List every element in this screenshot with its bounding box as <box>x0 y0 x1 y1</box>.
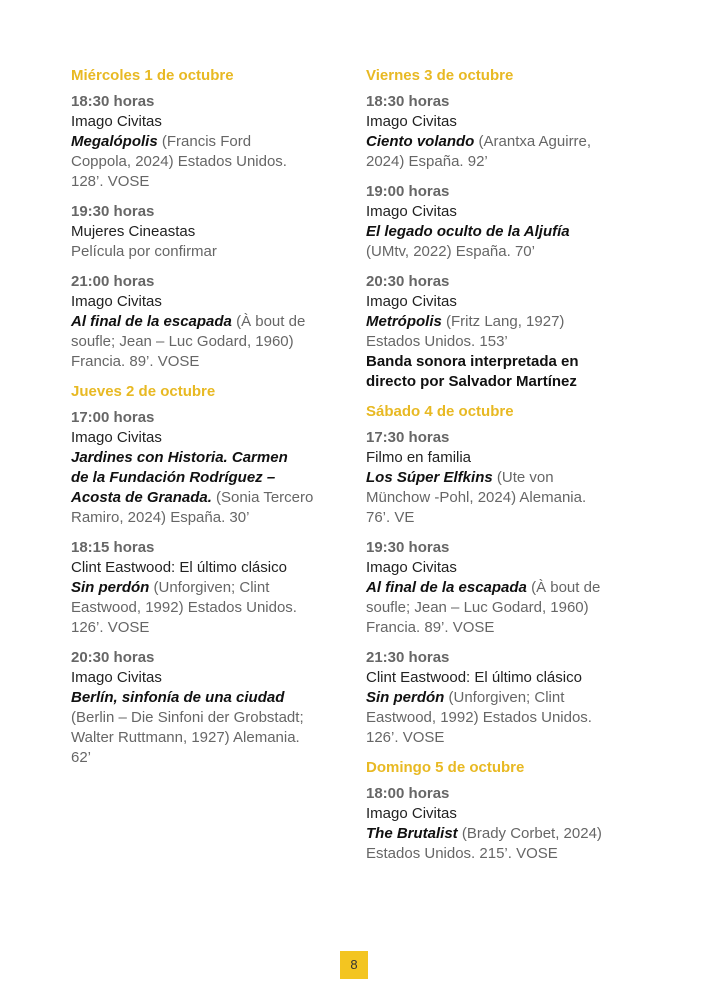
film-line <box>366 242 656 262</box>
film-info: Eastwood, 1992) Estados Unidos. <box>366 709 592 726</box>
screening-venue: Clint Eastwood: El último clásico <box>366 669 582 686</box>
screening-venue: Mujeres Cineastas <box>71 223 196 240</box>
film-line <box>71 242 351 262</box>
screening-venue: Imago Civitas <box>366 113 457 130</box>
screening-time: 21:00 horas <box>71 273 155 290</box>
screening-entry <box>366 92 656 172</box>
film-line <box>71 352 351 372</box>
film-title: Ciento volando <box>366 133 475 150</box>
film-info: 62’ <box>71 749 92 766</box>
day-heading: Domingo 5 de octubre <box>366 759 525 776</box>
film-info: 2024) España. 92’ <box>366 153 488 170</box>
screening-entry <box>71 272 351 372</box>
film-title: Al final de la escapada <box>366 579 527 596</box>
film-line <box>71 172 351 192</box>
film-line <box>366 312 656 332</box>
screening-note: Banda sonora interpretada en <box>366 353 579 370</box>
film-title: El legado oculto de la Aljufía <box>366 223 570 240</box>
film-line <box>366 708 656 728</box>
film-line <box>366 578 656 598</box>
screening-venue: Clint Eastwood: El último clásico <box>71 559 287 576</box>
film-info: (Unforgiven; Clint <box>444 689 565 706</box>
film-info: Francia. 89’. VOSE <box>366 619 495 636</box>
day-section <box>366 758 656 864</box>
film-title: de la Fundación Rodríguez – <box>71 469 276 486</box>
film-line <box>71 618 351 638</box>
film-info: Coppola, 2024) Estados Unidos. <box>71 153 287 170</box>
film-info: (Unforgiven; Clint <box>149 579 270 596</box>
screening-entry <box>71 648 351 768</box>
day-section <box>366 66 656 392</box>
screening-venue: Imago Civitas <box>366 203 457 220</box>
screening-venue: Imago Civitas <box>366 805 457 822</box>
film-title: The Brutalist <box>366 825 458 842</box>
screening-time: 21:30 horas <box>366 649 450 666</box>
screening-time: 20:30 horas <box>71 649 155 666</box>
screening-time: 17:00 horas <box>71 409 155 426</box>
screening-entry <box>366 182 656 262</box>
day-heading: Sábado 4 de octubre <box>366 403 514 420</box>
film-info: Francia. 89’. VOSE <box>71 353 200 370</box>
film-info: (À bout de <box>231 313 306 330</box>
film-line <box>366 618 656 638</box>
film-line <box>366 598 656 618</box>
film-line <box>366 824 656 844</box>
schedule-column-left <box>71 66 351 778</box>
film-title: Sin perdón <box>366 689 445 706</box>
film-info: Walter Ruttmann, 1927) Alemania. <box>71 729 300 746</box>
film-info: Película por confirmar <box>71 243 217 260</box>
film-info: soufle; Jean – Luc Godard, 1960) <box>366 599 589 616</box>
film-line <box>71 448 351 468</box>
film-info: 76’. VE <box>366 509 415 526</box>
film-title: Acosta de Granada. <box>71 489 212 506</box>
film-line <box>71 488 351 508</box>
screening-entry <box>71 92 351 192</box>
film-line <box>366 222 656 242</box>
film-info: (Arantxa Aguirre, <box>474 133 592 150</box>
screening-entry <box>366 648 656 748</box>
film-info: Eastwood, 1992) Estados Unidos. <box>71 599 297 616</box>
film-info: (Francis Ford <box>157 133 252 150</box>
film-info: (Sonia Tercero <box>211 489 314 506</box>
film-info: 126’. VOSE <box>71 619 150 636</box>
film-title: Al final de la escapada <box>71 313 232 330</box>
film-info: (Brady Corbet, 2024) <box>457 825 602 842</box>
film-info: soufle; Jean – Luc Godard, 1960) <box>71 333 294 350</box>
screening-venue: Filmo en familia <box>366 449 472 466</box>
screening-entry <box>366 428 656 528</box>
film-line <box>366 372 656 392</box>
film-title: Jardines con Historia. Carmen <box>71 449 288 466</box>
screening-time: 18:30 horas <box>71 93 155 110</box>
film-line <box>366 132 656 152</box>
film-line <box>71 468 351 488</box>
schedule-column-right <box>366 66 656 874</box>
day-heading: Jueves 2 de octubre <box>71 383 216 400</box>
film-line <box>366 688 656 708</box>
film-info: 126’. VOSE <box>366 729 445 746</box>
screening-venue: Imago Civitas <box>71 429 162 446</box>
film-line <box>71 508 351 528</box>
film-line <box>71 152 351 172</box>
screening-entry <box>71 408 351 528</box>
film-title: Berlín, sinfonía de una ciudad <box>71 689 285 706</box>
screening-venue: Imago Civitas <box>366 293 457 310</box>
screening-time: 19:00 horas <box>366 183 450 200</box>
screening-venue: Imago Civitas <box>71 293 162 310</box>
screening-entry <box>366 784 656 864</box>
film-info: (À bout de <box>526 579 601 596</box>
day-section <box>71 382 351 768</box>
film-line <box>71 312 351 332</box>
screening-entry <box>366 538 656 638</box>
day-section <box>71 66 351 372</box>
screening-time: 18:00 horas <box>366 785 450 802</box>
screening-entry <box>366 272 656 392</box>
film-info: Münchow -Pohl, 2024) Alemania. <box>366 489 587 506</box>
screening-time: 20:30 horas <box>366 273 450 290</box>
film-line <box>366 468 656 488</box>
film-info: Ramiro, 2024) España. 30’ <box>71 509 250 526</box>
film-title: Megalópolis <box>71 133 158 150</box>
screening-time: 17:30 horas <box>366 429 450 446</box>
film-line <box>366 508 656 528</box>
film-info: (Ute von <box>492 469 554 486</box>
film-line <box>366 488 656 508</box>
screening-venue: Imago Civitas <box>71 669 162 686</box>
film-line <box>71 728 351 748</box>
film-info: Estados Unidos. 215’. VOSE <box>366 845 558 862</box>
film-info: (Berlin – Die Sinfoni der Grobstadt; <box>71 709 304 726</box>
film-title: Sin perdón <box>71 579 150 596</box>
film-line <box>366 352 656 372</box>
film-line <box>366 332 656 352</box>
film-line <box>366 152 656 172</box>
film-line <box>71 598 351 618</box>
film-title: Los Súper Elfkins <box>366 469 493 486</box>
film-line <box>366 844 656 864</box>
film-line <box>71 748 351 768</box>
film-line <box>71 132 351 152</box>
film-line <box>71 688 351 708</box>
film-info: (Fritz Lang, 1927) <box>441 313 565 330</box>
page-number: 8 <box>340 951 368 979</box>
film-info: Estados Unidos. 153’ <box>366 333 508 350</box>
day-heading: Miércoles 1 de octubre <box>71 67 234 84</box>
screening-time: 19:30 horas <box>71 203 155 220</box>
film-line <box>71 332 351 352</box>
screening-entry <box>71 538 351 638</box>
screening-venue: Imago Civitas <box>366 559 457 576</box>
film-info: (UMtv, 2022) España. 70’ <box>366 243 535 260</box>
film-title: Metrópolis <box>366 313 442 330</box>
film-info: 128’. VOSE <box>71 173 150 190</box>
film-line <box>71 708 351 728</box>
screening-note: directo por Salvador Martínez <box>366 373 577 390</box>
film-line <box>71 578 351 598</box>
screening-venue: Imago Civitas <box>71 113 162 130</box>
day-section <box>366 402 656 748</box>
day-heading: Viernes 3 de octubre <box>366 67 514 84</box>
screening-time: 18:30 horas <box>366 93 450 110</box>
screening-time: 18:15 horas <box>71 539 155 556</box>
screening-time: 19:30 horas <box>366 539 450 556</box>
screening-entry <box>71 202 351 262</box>
film-line <box>366 728 656 748</box>
